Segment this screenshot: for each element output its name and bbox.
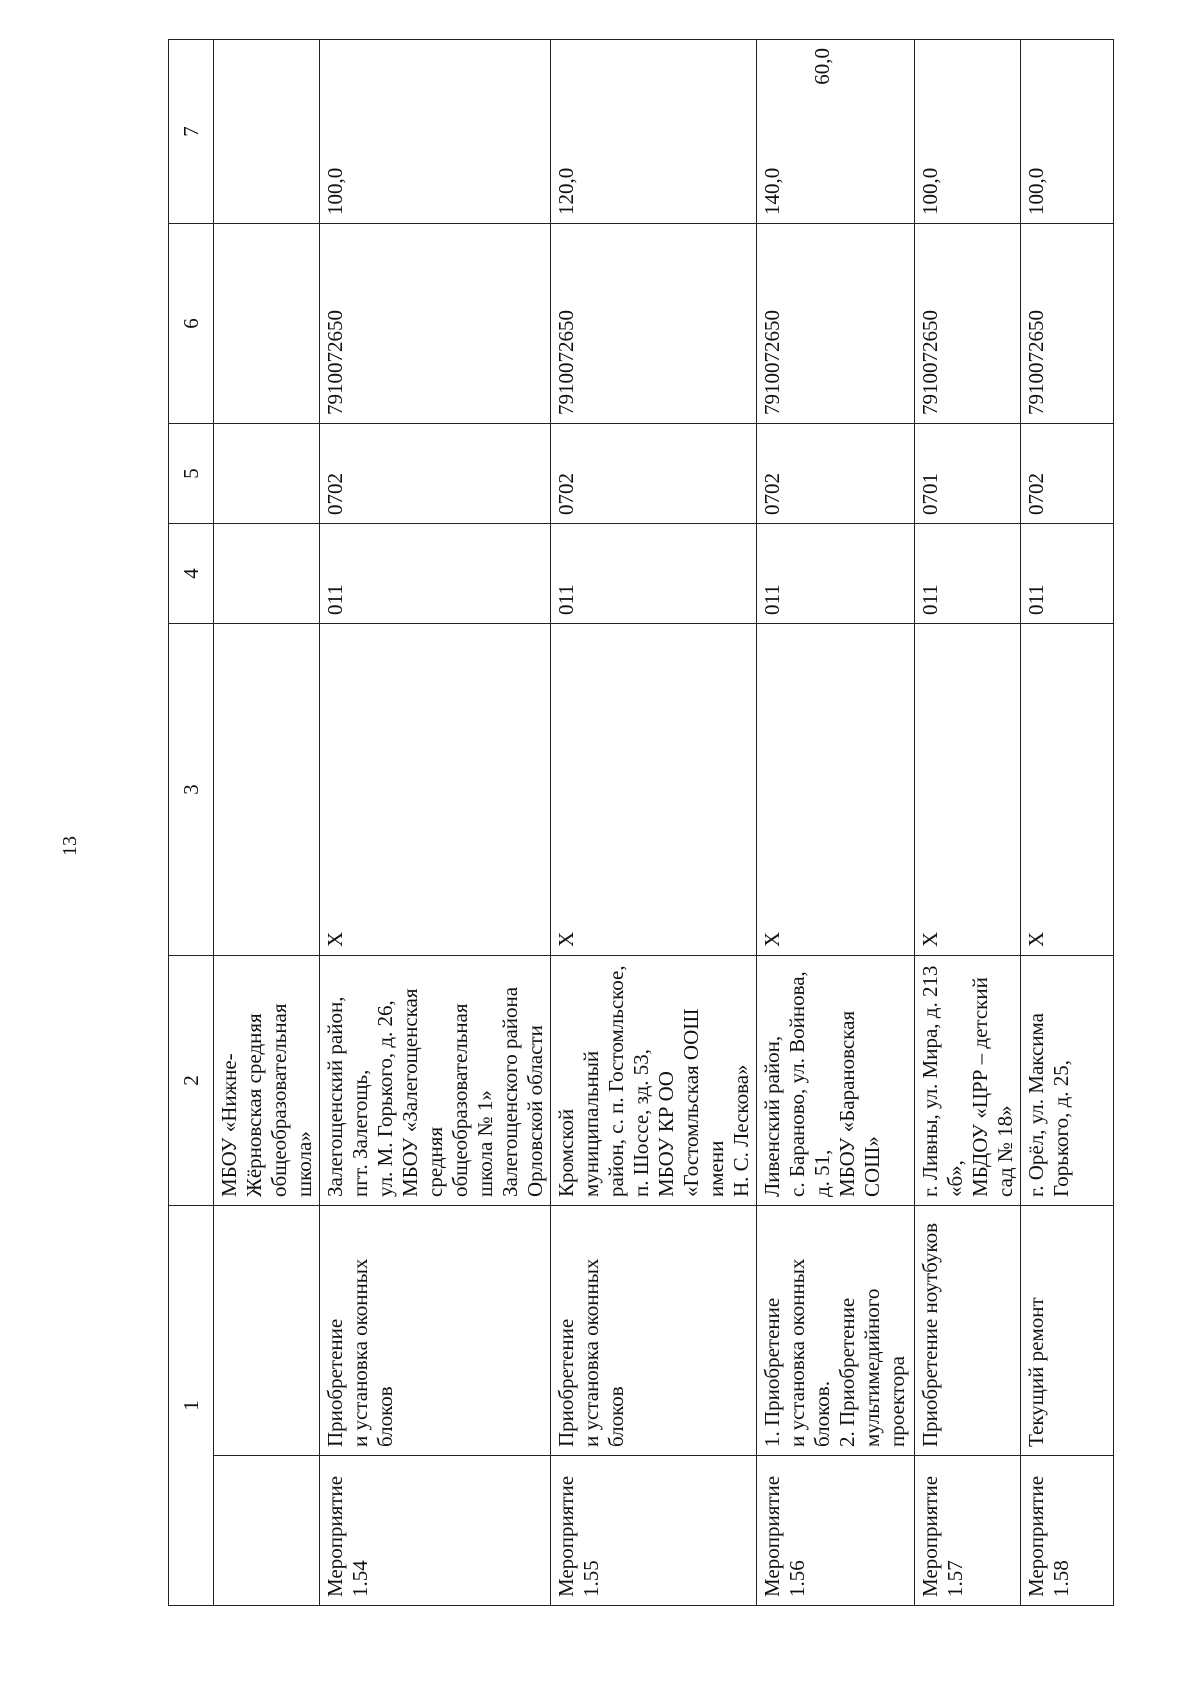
header-col-5: 5 [169,424,214,524]
col3-cell: Х [1021,624,1114,956]
header-col-1: 1 [169,1206,214,1606]
col5-cell: 0701 [915,424,1021,524]
rotated-table-wrapper [168,40,1073,1606]
budget-table [168,39,1114,1606]
table-row [1021,40,1114,1606]
header-col-2: 2 [169,956,214,1206]
activity-cell: Текущий ремонт [1021,1206,1114,1456]
col5-cell: 0702 [320,424,551,524]
col7-cell [214,40,320,224]
col4-cell: 011 [320,524,551,624]
col6-cell: 7910072650 [1021,224,1114,424]
col5-cell: 0702 [757,424,915,524]
col6-cell: 7910072650 [320,224,551,424]
activity-id-cell: Мероприятие 1.56 [757,1456,915,1606]
header-col-6: 6 [169,224,214,424]
activity-id-cell: Мероприятие 1.58 [1021,1456,1114,1606]
table-row [551,40,757,1606]
col4-cell: 011 [551,524,757,624]
address-cell: Кромской муниципальный район, с. п. Гостомльское, п. Шоссе, зд. 53, МБОУ КР ОО «Гостомльская ООШ имени Н. С. Лескова» [551,956,757,1206]
col7-cell: 140,0 60,0 [757,40,915,224]
col4-cell [214,524,320,624]
column-number-row [169,40,214,1606]
col6-cell [214,224,320,424]
col7-cell: 120,0 [551,40,757,224]
col7-cell: 100,0 [320,40,551,224]
activity-cell [214,1206,320,1456]
col7-second-value: 60,0 [810,48,834,85]
col3-cell: Х [757,624,915,956]
header-col-7: 7 [169,40,214,224]
col3-cell: Х [320,624,551,956]
activity-id-cell: Мероприятие 1.57 [915,1456,1021,1606]
col5-cell: 0702 [551,424,757,524]
table-row [915,40,1021,1606]
col6-cell: 7910072650 [915,224,1021,424]
page-number: 13 [59,836,81,856]
col3-cell [214,624,320,956]
activity-cell: 1. Приобретение и установка оконных блоков. 2. Приобретение мультимедийного проектора [757,1206,915,1456]
address-cell: Залегощенский район, пгт. Залегощь, ул. М. Горького, д. 26, МБОУ «Залегощенская средняя общеобразовательная школа № 1» Залегощенского района Орловской области [320,956,551,1206]
col7-cell: 100,0 [1021,40,1114,224]
activity-cell: Приобретение и установка оконных блоков [320,1206,551,1456]
table-row [214,40,320,1606]
address-cell: г. Ливны, ул. Мира, д. 213 «б», МБДОУ «ЦРР – детский сад № 18» [915,956,1021,1206]
col7-cell: 100,0 [915,40,1021,224]
table-row [320,40,551,1606]
header-col-3: 3 [169,624,214,956]
address-cell: г. Орёл, ул. Максима Горького, д. 25, [1021,956,1114,1206]
activity-cell: Приобретение и установка оконных блоков [551,1206,757,1456]
col5-cell: 0702 [1021,424,1114,524]
activity-cell: Приобретение ноутбуков [915,1206,1021,1456]
activity-id-cell: Мероприятие 1.55 [551,1456,757,1606]
header-col-4: 4 [169,524,214,624]
col6-cell: 7910072650 [757,224,915,424]
table-row [757,40,915,1606]
address-cell: Ливенский район, с. Бараново, ул. Войнова, д. 51, МБОУ «Барановская СОШ» [757,956,915,1206]
col4-cell: 011 [757,524,915,624]
col4-cell: 011 [915,524,1021,624]
col4-cell: 011 [1021,524,1114,624]
col6-cell: 7910072650 [551,224,757,424]
activity-id-cell [214,1456,320,1606]
col3-cell: Х [551,624,757,956]
address-cell: МБОУ «Нижне- Жёрновская средняя общеобразовательная школа» [214,956,320,1206]
col5-cell [214,424,320,524]
activity-id-cell: Мероприятие 1.54 [320,1456,551,1606]
col3-cell: Х [915,624,1021,956]
